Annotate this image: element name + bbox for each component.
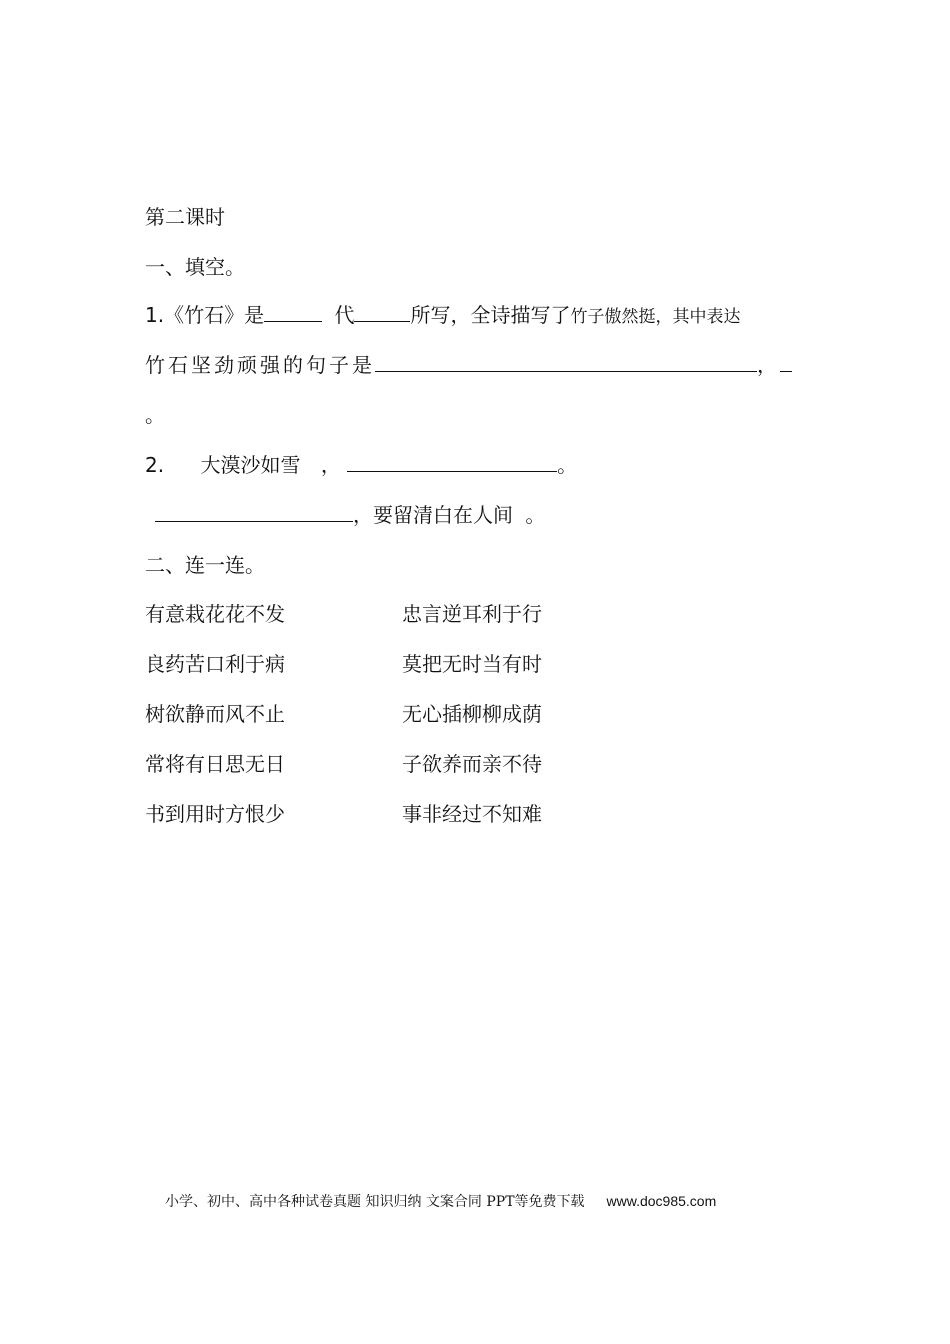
section1-heading: 一、填空。 [145, 255, 245, 279]
q1-blank-tail [780, 351, 792, 372]
q2-blank-2 [155, 501, 353, 522]
footer-url[interactable]: www.doc985.com [606, 1193, 717, 1209]
q1-blank-author [354, 301, 410, 322]
q1-comma: ， [757, 353, 780, 377]
q2-period-2: 。 [525, 503, 546, 527]
question-1-line-3 [145, 401, 165, 429]
q1-text-d: 竹子傲然挺，其中表达 [570, 307, 741, 327]
match-right-item: 事非经过不知难 [402, 802, 542, 826]
q2-blank-1 [347, 451, 557, 472]
match-left-item: 树欲静而风不止 [145, 702, 285, 726]
footer [165, 1190, 716, 1213]
q1-number: 1. [145, 303, 165, 327]
q1-blank-dynasty [264, 301, 322, 322]
match-right-item: 子欲养而亲不待 [402, 752, 542, 776]
match-right-item: 莫把无时当有时 [402, 652, 542, 676]
match-right-item: 无心插柳柳成荫 [402, 702, 542, 726]
match-right-item: 忠言逆耳利于行 [402, 602, 542, 626]
section2-heading: 二、连一连。 [145, 553, 265, 577]
footer-text: 小学、初中、高中各种试卷真题 知识归纳 文案合同 PPT等免费下载 [165, 1194, 585, 1210]
q2-number: 2. [145, 453, 165, 477]
question-2-line-1 [145, 451, 577, 479]
q1-text-a: 《竹石》是 [164, 303, 265, 327]
q1-end-mark: 。 [145, 403, 165, 427]
question-1-line-1 [145, 301, 740, 331]
q2-text-2: ，要留清白在人间 [353, 503, 513, 527]
question-1-line-2 [145, 351, 792, 379]
question-2-line-2 [155, 501, 545, 529]
match-left-item: 有意栽花花不发 [145, 602, 285, 626]
q2-period: 。 [557, 453, 578, 477]
match-left-item: 书到用时方恨少 [145, 802, 285, 826]
q2-text-1: 大漠沙如雪 [200, 453, 301, 477]
q1-text-c: 所写，全诗描写了 [410, 303, 571, 327]
q1-text-b: 代 [334, 303, 355, 327]
match-left-item: 常将有日思无日 [145, 752, 285, 776]
q1-line2-text: 竹石坚劲顽强的句子是 [145, 353, 375, 377]
lesson-title: 第二课时 [145, 205, 225, 229]
match-left-item: 良药苦口利于病 [145, 652, 285, 676]
q1-blank-verse-1 [375, 351, 757, 372]
q2-comma: ， [320, 453, 341, 477]
